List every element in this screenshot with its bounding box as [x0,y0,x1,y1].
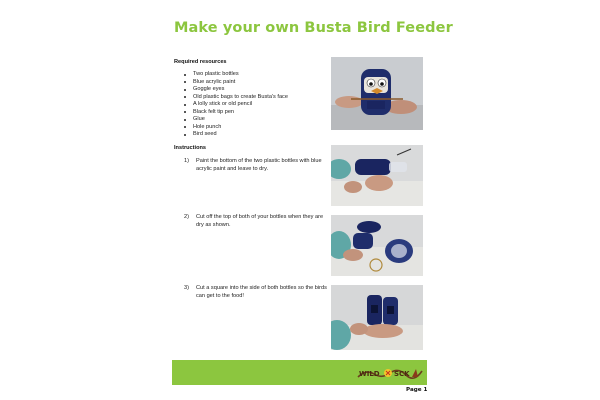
photo-step-1 [331,145,423,206]
instruction-step-2 [184,214,330,229]
step-number: 2) [184,214,189,220]
resource-item: Two plastic bottles [184,71,288,79]
step-text: Paint the bottom of the two plastic bottles with blue acrylic paint and leave to dry. [196,158,322,172]
instruction-step-1 [184,158,330,173]
step-number: 3) [184,285,189,291]
svg-text:WILD: WILD [359,370,380,378]
page-title: Make your own Busta Bird Feeder [174,20,453,36]
instructions-heading: Instructions [174,145,207,151]
resource-item: Blue acrylic paint [184,79,288,87]
resource-item: Glue [184,116,288,124]
photo-step-2 [331,215,423,276]
svg-text:SCK: SCK [394,370,410,378]
photo-step-3 [331,285,423,350]
step-text: Cut a square into the side of both bottles so the birds can get to the food! [196,285,327,299]
resource-item: Bird seed [184,131,288,139]
brand-logo [356,365,424,381]
resource-item: Hole punch [184,124,288,132]
instruction-step-3 [184,285,330,300]
required-resources-heading: Required resources [174,59,227,65]
photo-finished-feeder [331,57,423,130]
step-text: Cut off the top of both of your bottles when they are dry as shown. [196,214,324,228]
resource-item: Goggle eyes [184,86,288,94]
page-number: Page 1 [406,387,428,393]
resource-item: Old plastic bags to create Busta's face [184,94,288,102]
resource-item: A lolly stick or old pencil [184,101,288,109]
step-number: 1) [184,158,189,164]
resource-item: Black felt tip pen [184,109,288,117]
required-resources-list [184,71,288,139]
